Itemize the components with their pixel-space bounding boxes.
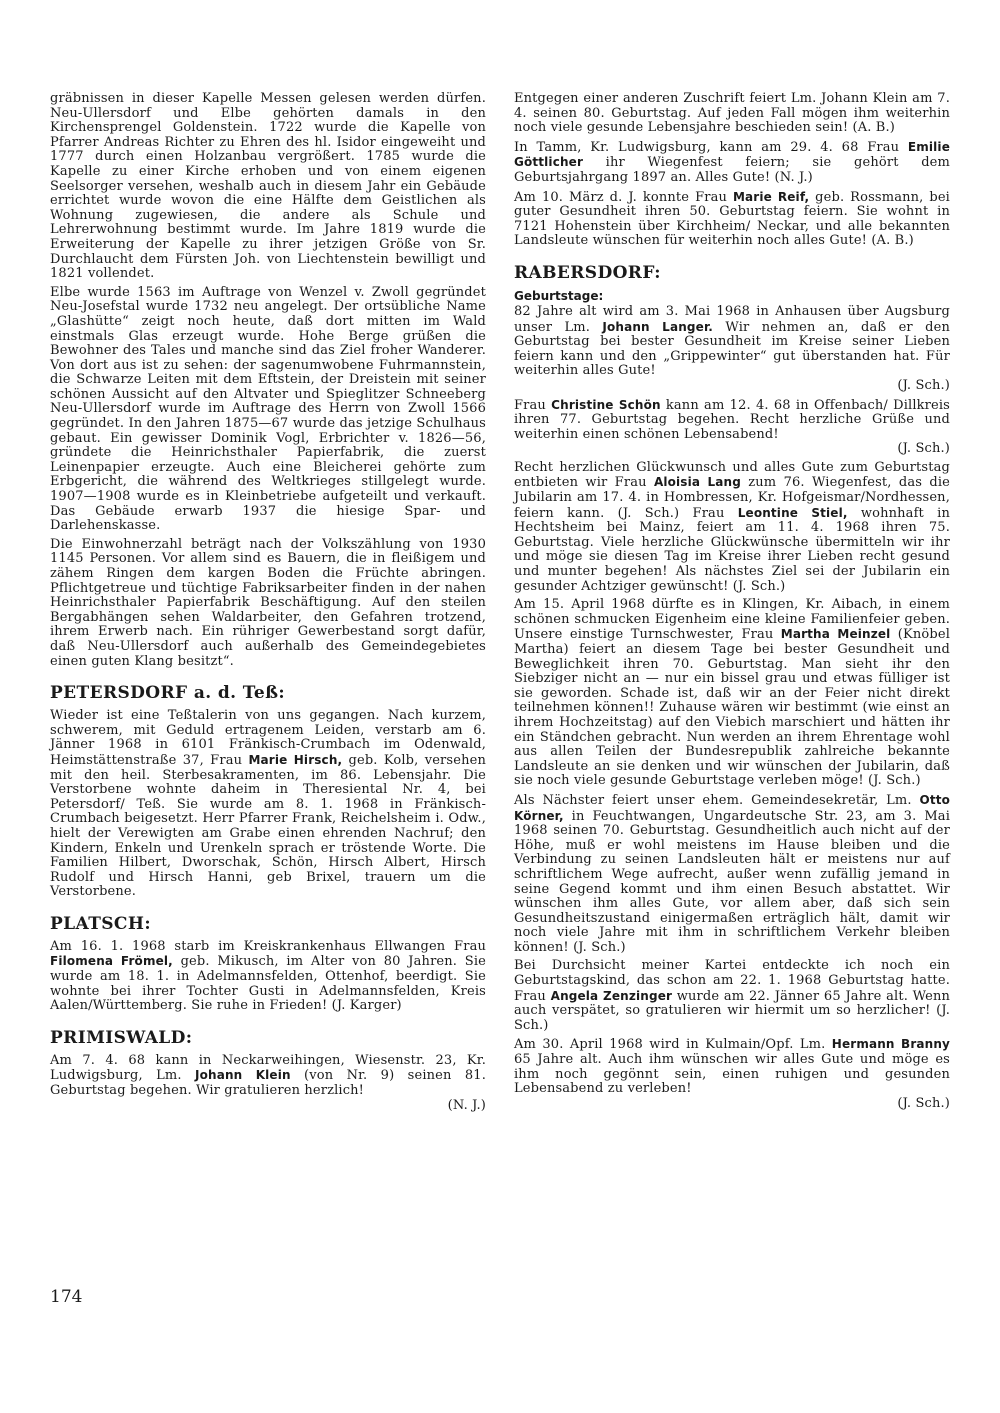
- paragraph-elbe-history: Elbe wurde 1563 im Auftrage von Wenzel v. Zwoll gegründet Neu-Josefstal wurde 1732 neu angelegt. Der ortsübliche Name „Glashütte“ zeigt noch heute, daß dort mitten im Wald einstmals Glas erzeugt wurde. Hohe Berge grüßen die Bewohner des Tales und manche sind das Ziel froher Wanderer. Von dort aus ist zu sehen: der sagenumwobene Fuhrmannstein, die Schwarze Leiten mit dem Eftstein, der Dreistein mit seiner schönen Aussicht auf den Altvater und Spieglitzer Schneeberg Neu-Ullersdorf wurde im Auftrage des Herrn von Zwoll 1566 gegründet. In den Jahren 1875—67 wurde das jetzige Schulhaus gebaut. Ein gewisser Dominik Vogl, Erbrichter v. 1826—56, gründete die Heinrichsthaler Papierfabrik, die zuerst Leinenpapier erzeugte. Auch eine Bleicherei gehörte zum Erbgericht, die während des Weltkrieges stillgelegt wurde. 1907—1908 wurde es in Kleinbetriebe aufgeteilt und verkauft. Das Gebäude erwarb 1937 die hiesige Spar- und Darlehenskasse.: [50, 284, 486, 534]
- paragraph-angela-zenzinger: Bei Durchsicht meiner Kartei entdeckte ich noch ein Geburtstagskind, das schon am 22. 1. 1968 Geburtstag hatte. Frau Angela Zenzinger wurde am 22. Jänner 65 Jahre alt. Wenn auch verspätet, so gratulieren wir hiermit um so herzlicher! (J. Sch.): [514, 958, 950, 1033]
- paragraph-petersdorf-obituary: Wieder ist eine Teßtalerin von uns gegangen. Nach kurzem, schwerem, mit Geduld ertragenem Leiden, verstarb am 6. Jänner 1968 in 6101 Fränkisch-Crumbach im Odenwald, Heimstättenstraße 37, Frau Marie Hirsch, geb. Kolb, versehen mit den heil. Sterbesakramenten, im 86. Lebensjahr. Die Verstorbene wohnte daheim in Theresiental Nr. 4, bei Petersdorf/ Teß. Sie wurde am 8. 1. 1968 in Fränkisch-Crumbach beigesetzt. Herr Pfarrer Frank, Reichelsheim i. Odw., hielt der Verewigten am Grabe einen ehrenden Nachruf; den Kindern, Enkeln und Urenkeln sprach er tröstende Worte. Die Familien Hilbert, Dworschak, Schön, Hirsch Albert, Hirsch Rudolf und Hirsch Hanni, geb Brixel, trauern um die Verstorbene.: [50, 708, 486, 900]
- signature: (J. Sch.): [897, 377, 950, 393]
- paragraph-otto-koerner: Als Nächster feiert unser ehem. Gemeindesekretär, Lm. Otto Körner, in Feuchtwangen, Ungardeutsche Str. 23, am 3. Mai 1968 seinen 70. Geburtstag. Gesundheitlich auch nicht auf der Höhe, muß er wohl meistens im Hause bleiben und die Verbindung zu seinen Landsleuten hält er meistens nur auf schriftlichem Wege aufrecht, außer wenn zufällig jemand in seine Gegend kommt und ihm einen Besuch abstattet. Wir wünschen ihm alles Gute, vor allem aber, daß sich sein Gesundheitszustand einigermaßen erträglich hält, damit wir noch viele Jahre mit ihm in schriftlichem Verkehr bleiben können! (J. Sch.): [514, 792, 950, 955]
- person-name: Aloisia Lang: [653, 475, 741, 490]
- right-column: [514, 92, 950, 1115]
- person-name: Johann Klein: [195, 1068, 291, 1083]
- paragraph-emilie-goettlicher: In Tamm, Kr. Ludwigsburg, kann am 29. 4. 68 Frau Emilie Göttlicher ihr Wiegenfest feiern; sie gehört dem Geburtsjahrgang 1897 an. Alles Gute! (N. J.): [514, 139, 950, 185]
- paragraph-johann-langer: 82 Jahre alt wird am 3. Mai 1968 in Anhausen über Augsburg unser Lm. Johann Langer. Wir nehmen an, daß er den Geburtstag bei bester Gesundheit im Kreise seiner Lieben feiern kann und den „Grippewinter“ gut überstanden hat. Für weiterhin alles Gute! (J. Sch.): [514, 303, 950, 393]
- paragraph-johann-klein: Entgegen einer anderen Zuschrift feiert Lm. Johann Klein am 7. 4. seinen 80. Geburtstag. Auf jeden Fall mögen ihm weiterhin noch viele gesunde Lebensjahre beschieden sein! (A. B.): [514, 91, 950, 136]
- paragraph-primiswald-birthday: Am 7. 4. 68 kann in Neckarweihingen, Wiesenstr. 23, Kr. Ludwigsburg, Lm. Johann Klein (von Nr. 9) seinen 81. Geburtstag begehen. Wir gratulieren herzlich! (N. J.): [50, 1052, 486, 1113]
- paragraph-martha-meinzel: Am 15. April 1968 dürfte es in Klingen, Kr. Aibach, in einem schönen schmucken Eigenheim eine kleine Familienfeier geben. Unsere einstige Turnschwester, Frau Martha Meinzel (Knöbel Martha) feiert an diesem Tage bei bester Gesundheit und Beweglichkeit ihren 70. Geburtstag. Man sieht ihr den Siebziger nicht an — nur ein bissel grau und etwas fülliger ist sie geworden. Schade ist, daß wir an der Feier nicht direkt teilnehmen können!! Zuhause wären wir bestimmt (wie einst an ihrem Hochzeitstag) auf den Viebich marschiert und hätten ihr ein Ständchen gebracht. Nun werden an ihrem Ehrentage wohl aus allen Teilen der Bundesrepublik zahlreiche bekannte Landsleute an sie denken und wir wünschen der Jubilarin, daß sie noch viele gesunde Geburtstage verleben möge! (J. Sch.): [514, 597, 950, 789]
- paragraph-hermann-branny: Am 30. April 1968 wird in Kulmain/Opf. Lm. Hermann Branny 65 Jahre alt. Auch ihm wünschen wir alles Gute und möge es ihm noch gegönnt sein, einen ruhigen und gesunden Lebensabend zu verleben! (J. Sch.): [514, 1037, 950, 1111]
- person-name: Hermann Branny: [831, 1037, 950, 1052]
- heading-primiswald: PRIMISWALD:: [50, 1027, 193, 1048]
- signature: (N. J.): [447, 1097, 486, 1113]
- person-name: Christine Schön: [551, 397, 661, 412]
- person-name: Filomena Frömel,: [50, 954, 173, 969]
- paragraph-kapelle-history: gräbnissen in dieser Kapelle Messen gelesen werden dürfen. Neu-Ullersdorf und Elbe gehörten damals in den Kirchensprengel Goldenstein. 1722 wurde die Kapelle von Pfarrer Andreas Richter zu Ehren des hl. Isidor eingeweiht und 1777 durch einen Holzanbau vergrößert. 1785 wurde die Kapelle zu einer Kirche erhoben und von einem eigenen Seelsorger versehen, weshalb auch in diesem Jahr ein Gebäude errichtet wurde wovon die eine Hälfte dem Geistlichen als Wohnung zugewiesen, die andere als Schule und Lehrerwohnung bestimmt wurde. Im Jahre 1819 wurde die Erweiterung der Kapelle zu ihrer jetzigen Größe von Sr. Durchlaucht dem Fürsten Joh. von Liechtenstein bewilligt und 1821 vollendet.: [50, 91, 486, 282]
- page-number: 174: [50, 1287, 83, 1307]
- paragraph-population: Die Einwohnerzahl beträgt nach der Volkszählung von 1930 1145 Personen. Vor allem sind es Bauern, die in fleißigem und zähem Ringen dem kargen Boden die Früchte abringen. Pflichtgetreue und tüchtige Fabriksarbeiter finden in der nahen Heinrichsthaler Papierfabrik Beschäftigung. Auf den steilen Bergabhängen sehen Waldarbeiter, den Gefahren trotzend, ihrem Erwerb nach. Ein rühriger Gewerbestand sorgt dafür, daß Neu-Ullersdorf auch außerhalb des Gemeindegebietes einen guten Klang besitzt“.: [50, 536, 486, 669]
- signature: (J. Sch.): [897, 1095, 950, 1111]
- person-name: Marie Reif,: [732, 189, 810, 204]
- paragraph-christine-schoen: Frau Christine Schön kann am 12. 4. 68 in Offenbach/ Dillkreis ihren 77. Geburtstag begehen. Recht herzliche Grüße und weiterhin einen schönen Lebensabend! (J. Sch.): [514, 397, 950, 457]
- heading-platsch: PLATSCH:: [50, 913, 151, 934]
- person-name: Martha Meinzel: [780, 627, 891, 642]
- person-name: Emilie Göttlicher: [514, 139, 950, 170]
- person-name: Leontine Stiel,: [737, 505, 848, 520]
- person-name: Marie Hirsch,: [248, 752, 343, 767]
- heading-rabersdorf: RABERSDORF:: [514, 262, 661, 283]
- heading-petersdorf: PETERSDORF a. d. Teß:: [50, 683, 286, 704]
- paragraph-platsch-obituary: Am 16. 1. 1968 starb im Kreiskrankenhaus Ellwangen Frau Filomena Frömel, geb. Mikusch, im Alter von 80 Jahren. Sie wurde am 18. 1. in Adelmannsfelden, Ottenhof, beerdigt. Sie wohnte bei ihrer Tochter Gusti in Adelmannsfelden, Kreis Aalen/Württemberg. Sie ruhe in Frieden! (J. Karger): [50, 938, 486, 1014]
- subheading-geburtstage: Geburtstage:: [514, 288, 604, 303]
- left-column: [50, 92, 486, 1117]
- person-name: Otto Körner,: [514, 792, 950, 823]
- person-name: Johann Langer.: [602, 319, 714, 334]
- paragraph-aloisia-lang: Recht herzlichen Glückwunsch und alles Gute zum Geburtstag entbieten wir Frau Aloisia Lang zum 76. Wiegenfest, das die Jubilarin am 17. 4. in Hombressen, Kr. Hofgeismar/Nordhessen, feiern kann. (J. Sch.) Frau Leontine Stiel, wohnhaft in Hechtsheim bei Mainz, feiert am 11. 4. 1968 ihren 75. Geburtstag. Viele herzliche Glückwünsche übermitteln wir ihr und möge sie diesen Tag im Kreise ihrer Lieben recht gesund und munter begehen! Als nächstes Ziel sei der Jubilarin ein gesunder Achtziger gewünscht! (J. Sch.): [514, 459, 951, 594]
- person-name: Angela Zenzinger: [550, 988, 673, 1003]
- signature: (J. Sch.): [897, 441, 950, 457]
- paragraph-marie-reif: Am 10. März d. J. konnte Frau Marie Reif, geb. Rossmann, bei guter Gesundheit ihren 50. Geburtstag feiern. Sie wohnt in 7121 Hohenstein über Kirchheim/ Neckar, und alle bekannten Landsleute wünschen für weiterhin noch alles Gute! (A. B.): [514, 189, 950, 249]
